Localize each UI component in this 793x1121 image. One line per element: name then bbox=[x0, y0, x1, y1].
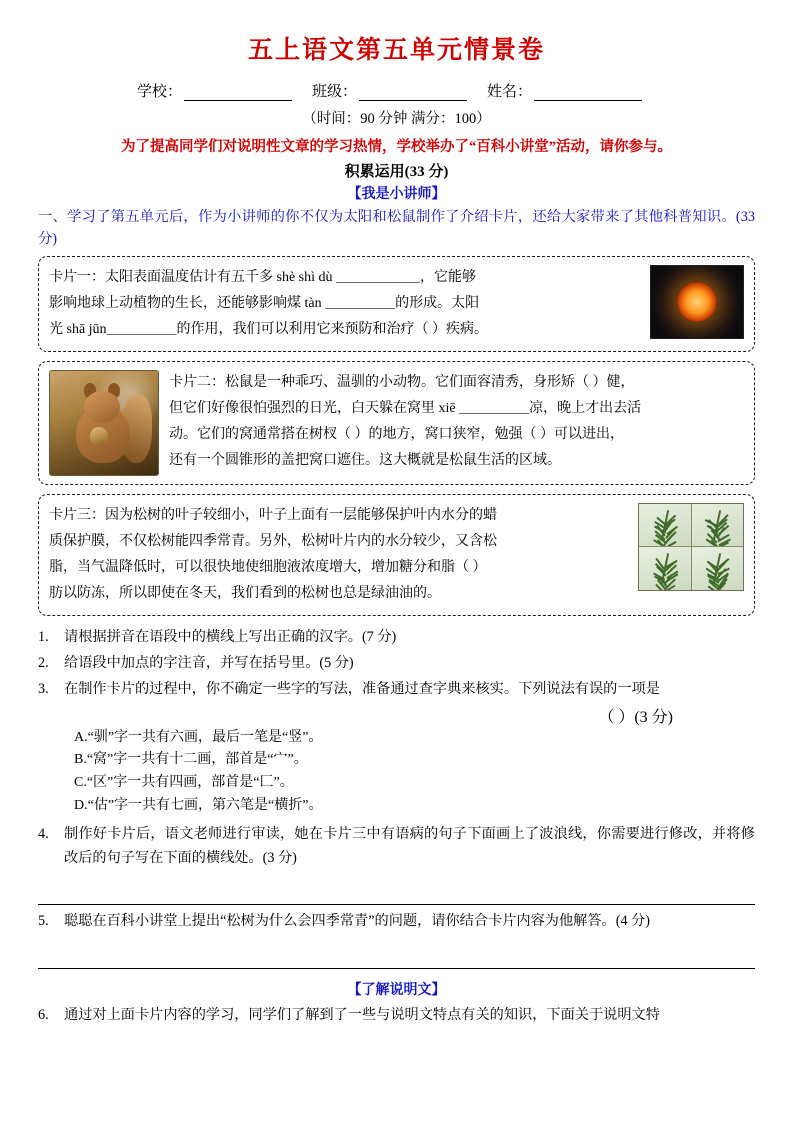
answer-line[interactable] bbox=[38, 878, 755, 905]
question-item-4 bbox=[38, 822, 755, 871]
question-3-option-a[interactable]: A.“驯”字一共有六画，最后一笔是“竖”。 bbox=[74, 729, 323, 745]
card-three-line-2: 质保护膜，不仅松树能四季常青。另外，松树叶片内的水分较少，又含松 bbox=[49, 533, 497, 549]
question-2-number: 2. bbox=[38, 654, 49, 671]
card-three-line-4: 肪以防冻，所以即使在冬天，我们看到的松树也总是绿油油的。 bbox=[49, 585, 441, 601]
question-3-option-d[interactable]: D.“估”字一共有七画，第六笔是“横折”。 bbox=[74, 797, 323, 813]
school-field[interactable]: 学校： bbox=[137, 80, 306, 101]
question-1-text: 请根据拼音在语段中的横线上写出正确的汉字。(7 分) bbox=[64, 628, 397, 645]
card-two-text bbox=[169, 370, 744, 474]
question-4-answer-area[interactable] bbox=[38, 878, 755, 905]
squirrel-photo bbox=[49, 370, 159, 476]
question-list bbox=[38, 625, 755, 702]
question-4-text: 制作好卡片后，语文老师进行审读，她在卡片三中有语病的句子下面画上了波浪线，你需要进行修改，并将修改后的句子写在下面的横线处。(3 分) bbox=[64, 825, 755, 866]
question-3-option-c[interactable]: C.“区”字一共有四画，部首是“匚”。 bbox=[74, 775, 294, 791]
question-one-stem: 一、学习了第五单元后，作为小讲师的你不仅为太阳和松鼠制作了介绍卡片，还给大家带来了其他科普知识。(33 分) bbox=[38, 209, 755, 248]
class-input-line[interactable] bbox=[359, 84, 467, 101]
name-input-line[interactable] bbox=[534, 84, 642, 101]
card-one-line-3: 光 shā jūn＿＿＿＿＿的作用，我们可以利用它来预防和治疗（ ）疾病。 bbox=[49, 322, 489, 338]
card-three-pine bbox=[38, 494, 755, 616]
question-5-answer-area[interactable] bbox=[38, 942, 755, 969]
question-5-text: 聪聪在百科小讲堂上提出“松树为什么会四季常青”的问题，请你结合卡片内容为他解答。(4 分) bbox=[64, 913, 650, 930]
question-2-text: 给语段中加点的字注音，并写在括号里。(5 分) bbox=[64, 654, 354, 671]
pine-photo-3 bbox=[639, 547, 691, 590]
pine-photo-grid bbox=[638, 503, 744, 591]
question-5-number: 5. bbox=[38, 913, 49, 930]
card-two-line-2: 但它们好像很怕强烈的日光，白天躲在窝里 xiē ＿＿＿＿＿凉，晚上才出去活 bbox=[169, 400, 642, 416]
pine-photo-4 bbox=[692, 547, 744, 590]
exam-info: （时间：90 分钟 满分：100） bbox=[302, 111, 491, 127]
question-list-2 bbox=[38, 822, 755, 871]
card-two-line-3: 动。它们的窝通常搭在树杈（ ）的地方，窝口狭窄，勉强（ ）可以进出， bbox=[169, 426, 624, 442]
question-item-6 bbox=[38, 1003, 755, 1027]
class-field[interactable]: 班级： bbox=[312, 80, 481, 101]
card-three-text bbox=[49, 503, 628, 607]
card-one-line-1: 卡片一：太阳表面温度估计有五千多 shè shì dù ＿＿＿＿＿＿，它能够 bbox=[49, 270, 476, 286]
question-6-number: 6. bbox=[38, 1006, 49, 1023]
bracket-head-expository: 【了解说明文】 bbox=[347, 982, 446, 998]
card-two-squirrel bbox=[38, 361, 755, 485]
intro-statement: 为了提高同学们对说明性文章的学习热情，学校举办了“百科小讲堂”活动，请你参与。 bbox=[121, 139, 672, 155]
question-3-text: 在制作卡片的过程中，你不确定一些字的写法，准备通过查字典来核实。下列说法有误的一项是 bbox=[64, 681, 660, 698]
card-one-sun bbox=[38, 256, 755, 352]
question-list-3 bbox=[38, 909, 755, 933]
question-3-answer-row bbox=[38, 704, 755, 727]
question-1-number: 1. bbox=[38, 628, 49, 645]
answer-line[interactable] bbox=[38, 942, 755, 969]
question-6-text: 通过对上面卡片内容的学习，同学们了解到了一些与说明文特点有关的知识，下面关于说明文特 bbox=[64, 1006, 660, 1023]
bracket-head-lecturer: 【我是小讲师】 bbox=[347, 187, 446, 202]
school-input-line[interactable] bbox=[184, 84, 292, 101]
card-one-line-2: 影响地球上动植物的生长，还能够影响煤 tàn ＿＿＿＿＿的形成。太阳 bbox=[49, 296, 480, 312]
card-two-line-1: 卡片二：松鼠是一种乖巧、温驯的小动物。它们面容清秀，身形矫（ ）健， bbox=[169, 374, 635, 390]
name-field[interactable]: 姓名： bbox=[487, 80, 656, 101]
pine-photo-2 bbox=[692, 504, 744, 547]
question-3-option-b[interactable]: B.“窝”字一共有十二画，部首是“宀”。 bbox=[74, 752, 308, 768]
question-item-3 bbox=[38, 677, 755, 701]
sun-photo bbox=[650, 265, 744, 339]
card-three-line-1: 卡片三：因为松树的叶子较细小，叶子上面有一层能够保护叶内水分的蜡 bbox=[49, 507, 497, 523]
question-item-1 bbox=[38, 625, 755, 649]
card-one-text bbox=[49, 265, 640, 343]
question-item-5 bbox=[38, 909, 755, 933]
question-4-number: 4. bbox=[38, 825, 49, 842]
card-three-line-3: 脂，当气温降低时，可以很快地使细胞液浓度增大，增加糖分和脂（ ） bbox=[49, 559, 487, 575]
question-item-2 bbox=[38, 651, 755, 675]
question-3-number: 3. bbox=[38, 681, 49, 698]
student-info-row bbox=[38, 80, 755, 101]
question-3-answer-marker[interactable]: （ ）(3 分) bbox=[598, 708, 673, 726]
card-two-line-4: 还有一个圆锥形的盖把窝口遮住。这大概就是松鼠生活的区域。 bbox=[169, 452, 561, 468]
pine-photo-1 bbox=[639, 504, 691, 547]
question-list-4 bbox=[38, 1003, 755, 1027]
section-title-accumulation: 积累运用(33 分) bbox=[344, 164, 449, 180]
page-title: 五上语文第五单元情景卷 bbox=[247, 37, 545, 64]
